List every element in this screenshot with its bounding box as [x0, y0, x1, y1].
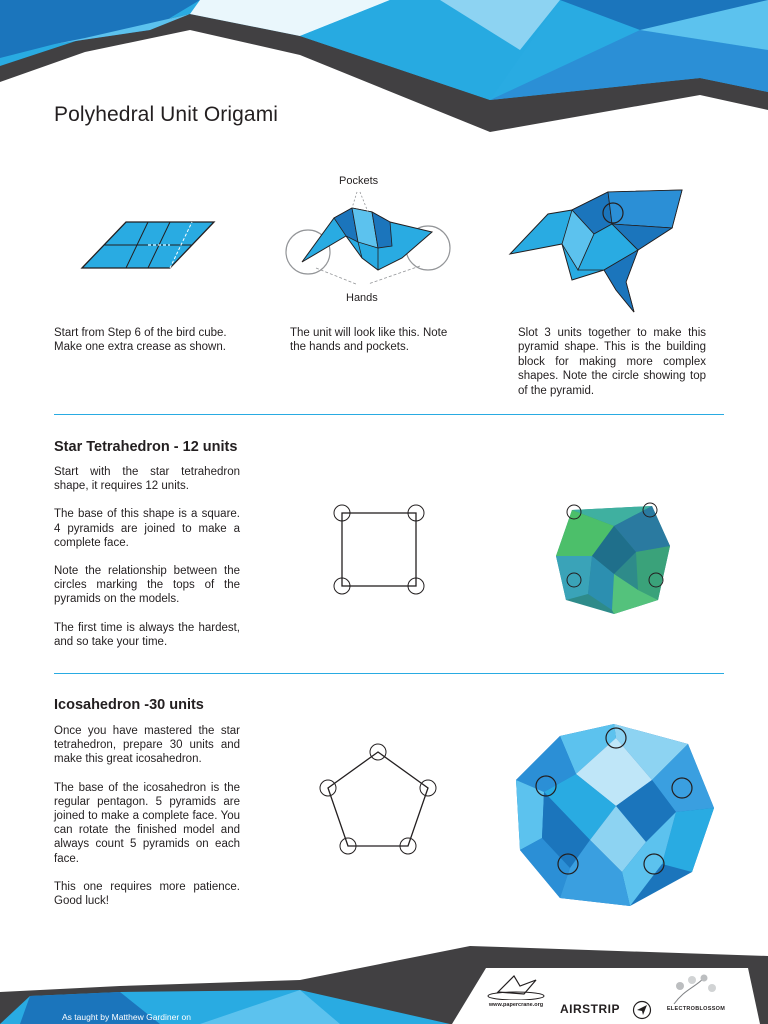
papercrane-logo-text: www.papercrane.org [488, 1002, 544, 1008]
airstrip-logo-text: AIRSTRIP [560, 1002, 621, 1016]
pentagon-base-diagram [316, 738, 440, 856]
section-divider-1 [54, 414, 724, 415]
pockets-label: Pockets [339, 175, 379, 187]
ico-paragraph-1: Once you have mastered the star tetrahedron, prepare 30 units and make this great icosahedron. [54, 725, 240, 766]
step2-caption: The unit will look like this. Note the hands and pockets. [290, 327, 448, 354]
blossom-icon [664, 970, 728, 1006]
star-tetrahedron-heading: Star Tetrahedron - 12 units [54, 439, 238, 455]
ico-paragraph-2: The base of the icosahedron is the regular pentagon. 5 pyramids are joined to make a complete face. You can rotate the finished model and always count 5 pyramids on each face. [54, 781, 240, 865]
paper-plane-icon [632, 1000, 652, 1020]
page-title: Polyhedral Unit Origami [54, 103, 279, 126]
step1-caption: Start from Step 6 of the bird cube. Make one extra crease as shown. [54, 327, 227, 354]
star-tetrahedron-text [54, 465, 240, 663]
star-paragraph-2: The base of this shape is a square. 4 pyramids are joined to make a complete face. [54, 508, 240, 549]
step2-unit-diagram [282, 188, 454, 292]
papercrane-logo[interactable] [484, 970, 548, 1016]
section-divider-2 [54, 673, 724, 674]
star-paragraph-3: Note the relationship between the circles marking the tops of the pyramids on the models. [54, 565, 240, 606]
square-base-diagram [330, 502, 426, 598]
crane-icon [484, 970, 548, 1000]
star-paragraph-1: Start with the star tetrahedron shape, it requires 12 units. [54, 466, 240, 493]
ico-paragraph-3: This one requires more patience. Good luck! [54, 880, 240, 908]
electroblossom-logo[interactable] [664, 970, 728, 1020]
hands-label: Hands [346, 292, 378, 304]
step3-pyramid-diagram [508, 186, 688, 320]
airstrip-logo[interactable] [560, 1000, 630, 1020]
step3-caption: Slot 3 units together to make this pyramid shape. This is the building block for making more complex shapes. Note the circle showing top of the pyramid. [518, 327, 706, 397]
step1-flat-unit-diagram [78, 218, 218, 272]
star-paragraph-4: The first time is always the hardest, and so take your time. [54, 621, 240, 648]
icosahedron-text [54, 724, 240, 922]
footer-credit: As taught by Matthew Gardiner on [62, 1012, 191, 1022]
icosahedron-heading: Icosahedron -30 units [54, 697, 204, 713]
star-tetrahedron-model-image [552, 496, 676, 620]
icosahedron-model-image [512, 722, 716, 908]
electroblossom-logo-text: ELECTROBLOSSOM [666, 1006, 726, 1012]
